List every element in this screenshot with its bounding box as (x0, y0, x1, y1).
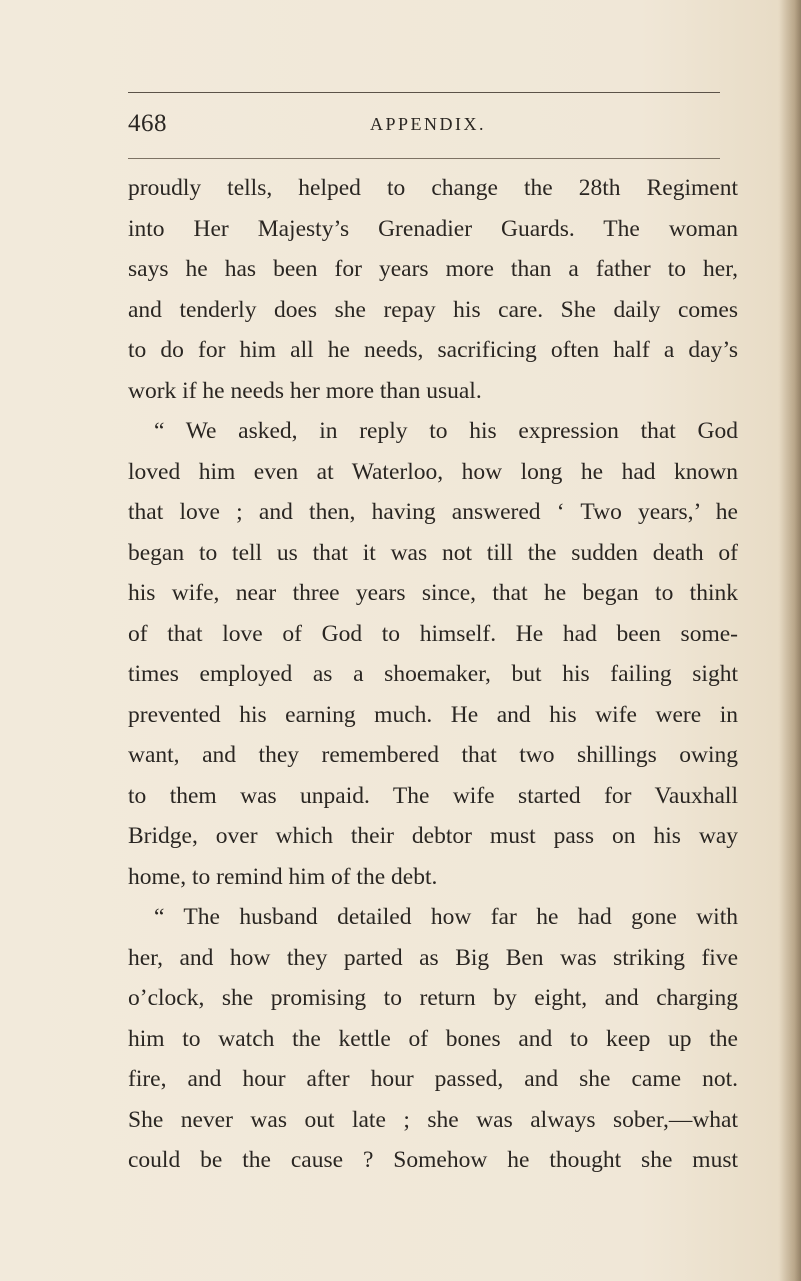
text-line: proudly tells, helped to change the 28th Regiment (128, 175, 738, 201)
text-line: prevented his earning much. He and his wife were in (128, 701, 738, 728)
text-line: want, and they remembered that two shillings owing (128, 742, 738, 768)
text-line: of that love of God to himself. He had been some- (128, 620, 738, 647)
body-text (128, 168, 738, 1181)
header-rule (128, 158, 720, 159)
text-line: says he has been for years more than a father to her, (128, 256, 738, 282)
text-line: home, to remind him of the debt. (128, 863, 438, 890)
text-line: him to watch the kettle of bones and to keep up the (128, 1025, 738, 1052)
text-line: o’clock, she promising to return by eight, and charging (128, 985, 738, 1011)
text-line: could be the cause ? Somehow he thought she must (128, 1147, 738, 1173)
text-line: his wife, near three years since, that he began to think (128, 580, 738, 606)
text-line: She never was out late ; she was always sober,—what (128, 1106, 738, 1133)
text-line: times employed as a shoemaker, but his failing sight (128, 661, 738, 687)
text-line: fire, and hour after hour passed, and she came not. (128, 1066, 738, 1092)
running-head: APPENDIX. (369, 114, 486, 134)
text-line: into Her Majesty’s Grenadier Guards. The woman (128, 215, 738, 242)
text-line: loved him even at Waterloo, how long he had known (128, 458, 738, 485)
text-line: Bridge, over which their debtor must pass on his way (128, 823, 738, 849)
page-header (128, 110, 720, 140)
text-line: “ The husband detailed how far he had gone with (154, 904, 738, 930)
page-number: 468 (128, 110, 167, 137)
text-line: began to tell us that it was not till the sudden death of (128, 539, 738, 566)
top-rule (128, 92, 720, 93)
text-line: and tenderly does she repay his care. She daily comes (128, 296, 738, 323)
text-line: to do for him all he needs, sacrificing often half a day’s (128, 337, 738, 363)
text-line: her, and how they parted as Big Ben was striking five (128, 944, 738, 971)
text-line: that love ; and then, having answered ‘ Two years,’ he (128, 499, 738, 525)
text-line: work if he needs her more than usual. (128, 377, 482, 404)
page-edge-shadow (779, 0, 801, 1281)
text-line: “ We asked, in reply to his expression that God (154, 418, 738, 444)
text-line: to them was unpaid. The wife started for Vauxhall (128, 782, 738, 809)
